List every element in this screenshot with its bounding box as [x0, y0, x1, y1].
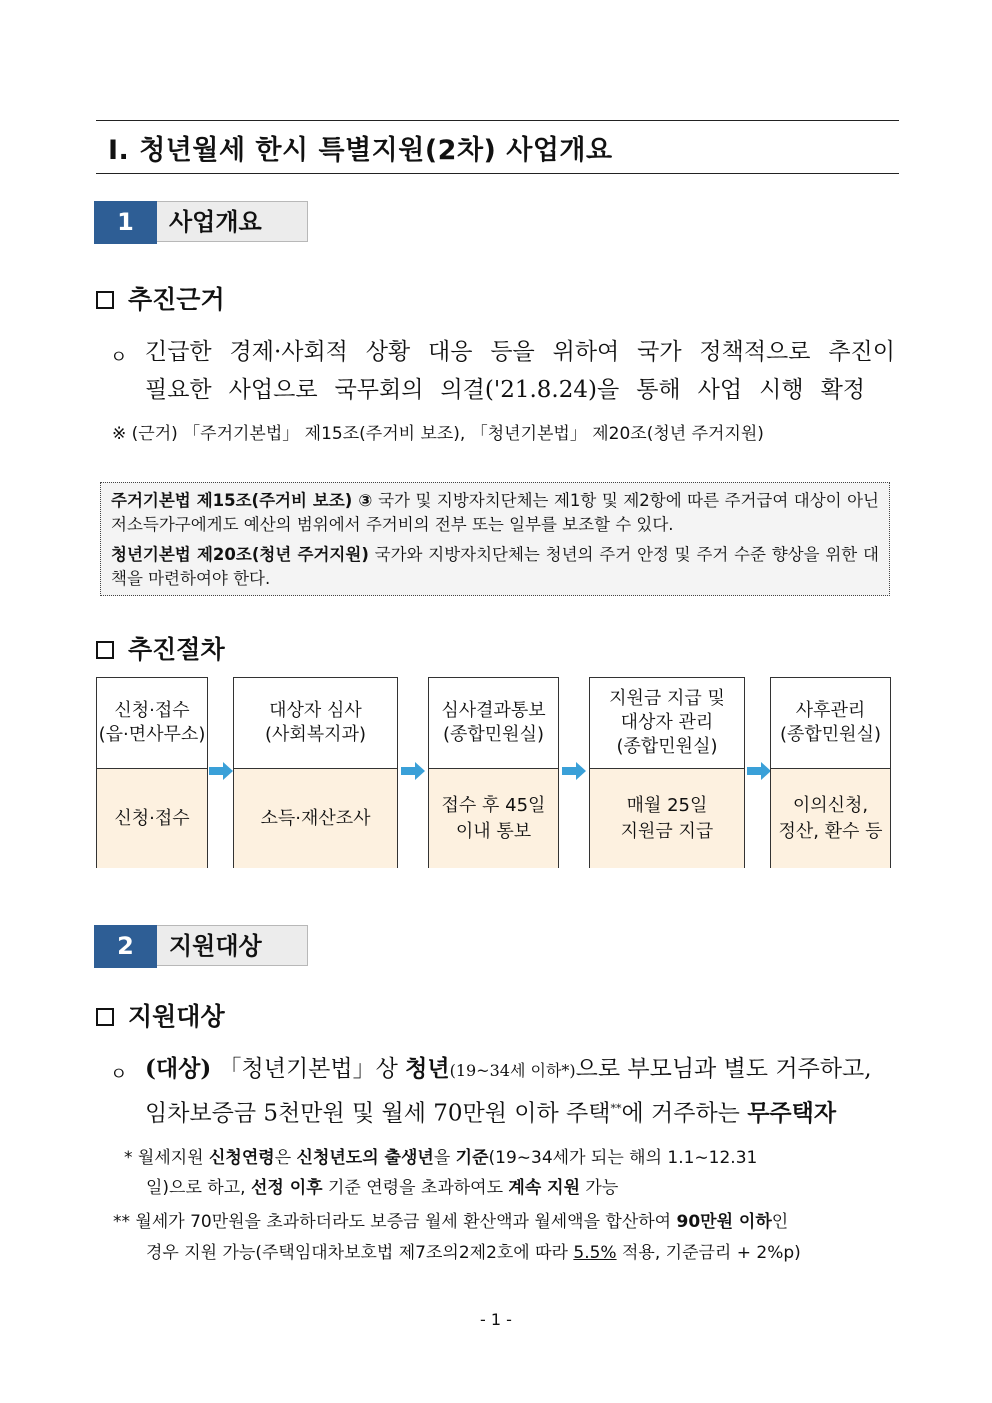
eligibility-note-1-line-2: 일)으로 하고, 선정 이후 기준 연령을 초과하여도 계속 지원 가능	[146, 1178, 619, 1198]
procedure-heading: 추진절차	[96, 630, 225, 666]
eligibility-line-2: 임차보증금 5천만원 및 월세 70만원 이하 주택**에 거주하는 무주택자	[145, 1099, 837, 1127]
title-bottom-rule	[96, 173, 899, 174]
procedure-step-5: 사후관리 (종합민원실) 이의신청, 정산, 환수 등	[770, 677, 891, 868]
basis-line-1: 긴급한 경제·사회적 상황 대응 등을 위하여 국가 정책적으로 추진이	[145, 339, 895, 365]
bullet-marker: ㅇ	[110, 1064, 128, 1085]
eligibility-line-1: (대상) 「청년기본법」상 청년(19~34세 이하*)으로 부모님과 별도 거주하고,	[145, 1055, 872, 1082]
arrow-right-icon	[747, 762, 771, 780]
bullet-marker: ㅇ	[110, 347, 128, 368]
basis-note: ※ (근거) 「주거기본법」 제15조(주거비 보조), 「청년기본법」 제20조(청년 주거지원)	[112, 424, 764, 444]
page-title: Ⅰ. 청년월세 한시 특별지원(2차) 사업개요	[108, 135, 613, 166]
eligibility-note-1-line-1: * 월세지원 신청연령은 신청년도의 출생년을 기준(19∼34세가 되는 해의 1.1∼12.31	[124, 1148, 758, 1168]
procedure-step-2: 대상자 심사 (사회복지과) 소득·재산조사	[233, 677, 398, 868]
arrow-right-icon	[209, 762, 233, 780]
law-1: 주거기본법 제15조(주거비 보조) ③ 국가 및 지방자치단체는 제1항 및 제2항에 따른 주거급여 대상이 아닌 저소득가구에게도 예산의 범위에서 주거비의 전부 또는 일부를 보조할 수 있다.	[111, 491, 879, 534]
section-1-label: 사업개요	[157, 201, 308, 242]
eligibility-heading: 지원대상	[96, 997, 225, 1033]
page-number: - 1 -	[480, 1310, 512, 1329]
section-1-number: 1	[94, 201, 157, 244]
title-top-rule	[96, 120, 899, 121]
section-1-badge	[94, 201, 310, 244]
procedure-step-3: 심사결과통보 (종합민원실) 접수 후 45일 이내 통보	[428, 677, 559, 868]
law-2: 청년기본법 제20조(청년 주거지원) 국가와 지방자치단체는 청년의 주거 안정 및 주거 수준 향상을 위한 대책을 마련하여야 한다.	[111, 545, 879, 588]
eligibility-note-2-line-1: ** 월세가 70만원을 초과하더라도 보증금 월세 환산액과 월세액을 합산하여 90만원 이하인	[113, 1212, 789, 1232]
checkbox-square-icon	[96, 641, 114, 659]
section-2-number: 2	[94, 925, 157, 968]
law-excerpt-box	[100, 482, 890, 596]
procedure-step-1: 신청·접수 (읍·면사무소) 신청·접수	[96, 677, 208, 868]
arrow-right-icon	[562, 762, 586, 780]
eligibility-note-2-line-2: 경우 지원 가능(주택임대차보호법 제7조의2제2호에 따라 5.5% 적용, 기준금리 + 2%p)	[146, 1243, 801, 1263]
section-2-label: 지원대상	[157, 925, 308, 966]
arrow-right-icon	[401, 762, 425, 780]
basis-heading: 추진근거	[96, 280, 225, 316]
section-2-badge	[94, 925, 310, 968]
checkbox-square-icon	[96, 291, 114, 309]
procedure-step-4: 지원금 지급 및 대상자 관리 (종합민원실) 매월 25일 지원금 지급	[589, 677, 745, 868]
checkbox-square-icon	[96, 1008, 114, 1026]
basis-line-2: 필요한 사업으로 국무회의 의결('21.8.24)을 통해 사업 시행 확정	[145, 377, 865, 403]
